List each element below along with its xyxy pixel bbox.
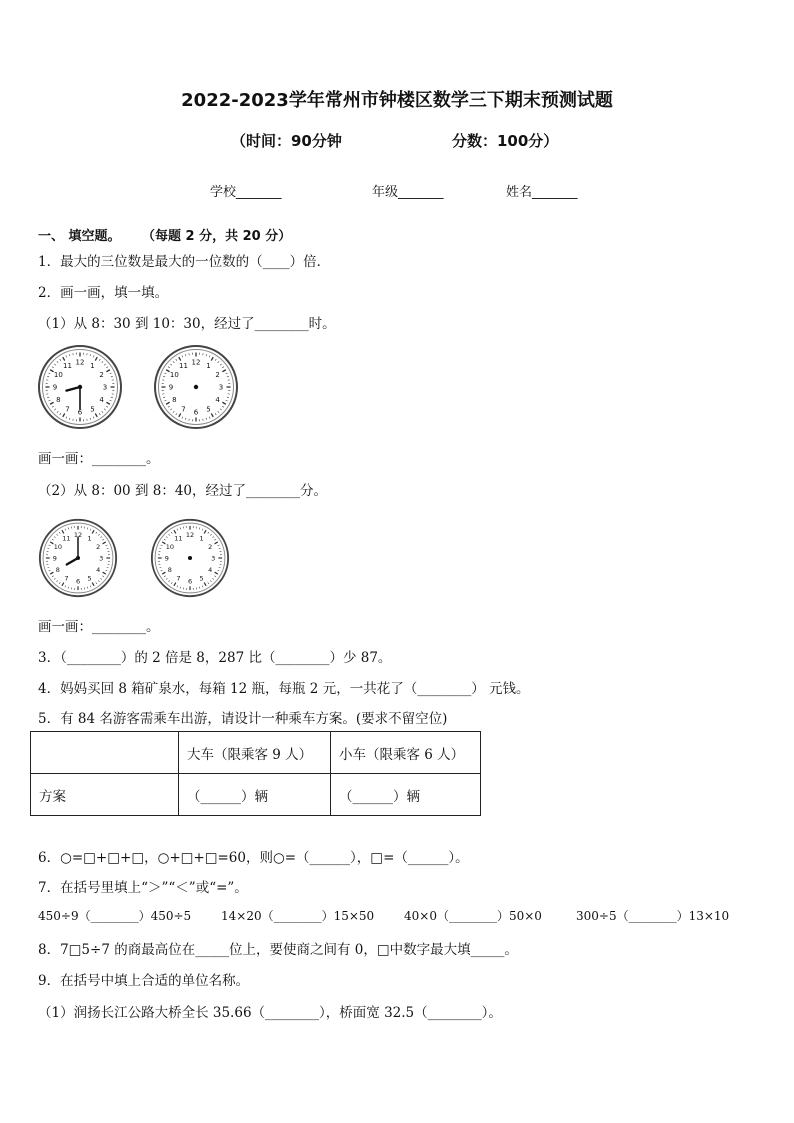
table-cell: 大车（限乘客 9 人） xyxy=(179,732,331,774)
clock-number: 9 xyxy=(164,554,169,563)
question-3: 3．（________）的 2 倍是 8，287 比（________）少 87。 xyxy=(38,650,392,666)
table-cell xyxy=(31,732,179,774)
clock-number: 2 xyxy=(215,371,220,380)
grade-field: 年级_______ xyxy=(372,185,444,200)
clock-number: 9 xyxy=(52,383,58,392)
clock-center xyxy=(194,385,198,389)
question-2-2: （2）从 8：00 到 8：40，经过了________分。 xyxy=(38,483,327,499)
clock-number: 1 xyxy=(90,361,95,370)
clock-number: 3 xyxy=(99,554,104,563)
question-2-1: （1）从 8：30 到 10：30，经过了________时。 xyxy=(38,316,336,332)
clock-number: 6 xyxy=(187,577,193,586)
clock-blank-2 xyxy=(150,518,230,598)
clock-number: 3 xyxy=(102,383,108,392)
clock-number: 10 xyxy=(53,542,63,551)
clock-number: 11 xyxy=(179,361,188,370)
compare-item: 14×20（________）15×50 xyxy=(221,909,375,923)
clock-blank-1 xyxy=(153,344,239,430)
question-6: 6．○=□+□+□，○+□+□=60，则○=（______），□=（______）。 xyxy=(38,850,469,866)
compare-item: 450÷9（________）450÷5 xyxy=(38,909,192,923)
clock-number: 5 xyxy=(90,405,95,414)
table-cell: （______）辆 xyxy=(179,774,331,816)
clock-number: 7 xyxy=(181,405,186,414)
question-2: 2．画一画，填一填。 xyxy=(38,285,169,301)
clock-number: 8 xyxy=(56,396,61,405)
clock-number: 7 xyxy=(65,405,70,414)
compare-item: 40×0（________）50×0 xyxy=(404,909,542,923)
clock-number: 5 xyxy=(87,574,92,583)
clock-number: 2 xyxy=(96,542,101,551)
page-title: 2022-2023学年常州市钟楼区数学三下期末预测试题 xyxy=(181,90,613,111)
compare-item: 300÷5（________）13×10 xyxy=(576,909,730,923)
clock-number: 6 xyxy=(193,408,199,417)
clock-center xyxy=(78,385,82,389)
clock-number: 12 xyxy=(191,358,201,367)
clock-number: 4 xyxy=(215,396,220,405)
clock-number: 12 xyxy=(73,531,83,540)
clock-number: 2 xyxy=(208,542,213,551)
clock-center xyxy=(76,556,80,560)
clock-center xyxy=(188,556,192,560)
clock-number: 4 xyxy=(208,566,213,575)
clock-number: 9 xyxy=(52,554,57,563)
clock-number: 5 xyxy=(199,574,204,583)
clock-830 xyxy=(37,344,123,430)
clock-number: 9 xyxy=(168,383,174,392)
clock-number: 1 xyxy=(199,534,204,543)
draw-answer-2: 画一画：________。 xyxy=(38,619,160,635)
clock-number: 1 xyxy=(87,534,92,543)
clock-number: 3 xyxy=(218,383,224,392)
clock-number: 10 xyxy=(169,371,179,380)
section-heading: 一、 填空题。 xyxy=(38,229,121,244)
table-row xyxy=(31,774,481,816)
draw-answer-1: 画一画：________。 xyxy=(38,451,160,467)
clock-number: 8 xyxy=(167,566,172,575)
name-field: 姓名_______ xyxy=(506,185,578,200)
question-9: 9．在括号中填上合适的单位名称。 xyxy=(38,973,250,989)
clock-number: 11 xyxy=(174,534,183,543)
exam-time: （时间：90分钟 xyxy=(231,132,342,150)
question-8: 8．7□5÷7 的商最高位在_____位上，要使商之间有 0，□中数字最大填_____。 xyxy=(38,942,518,958)
clock-number: 10 xyxy=(53,371,63,380)
clock-number: 11 xyxy=(63,361,72,370)
table-cell: 小车（限乘客 6 人） xyxy=(331,732,481,774)
clock-number: 1 xyxy=(206,361,211,370)
clock-number: 10 xyxy=(165,542,175,551)
bus-plan-table xyxy=(30,731,481,816)
question-9-1: （1）润扬长江公路大桥全长 35.66（________），桥面宽 32.5（________）。 xyxy=(38,1005,502,1021)
clock-number: 8 xyxy=(172,396,177,405)
school-field: 学校_______ xyxy=(210,185,282,200)
clock-number: 12 xyxy=(75,358,85,367)
clock-number: 11 xyxy=(62,534,71,543)
exam-score: 分数：100分） xyxy=(452,132,559,150)
clock-number: 4 xyxy=(96,566,101,575)
clock-number: 4 xyxy=(99,396,104,405)
clock-number: 7 xyxy=(64,574,69,583)
clock-800 xyxy=(38,518,118,598)
question-7: 7．在括号里填上“＞”“＜”或“=”。 xyxy=(38,880,248,896)
clock-number: 7 xyxy=(176,574,181,583)
clock-number: 6 xyxy=(75,577,81,586)
table-cell: （______）辆 xyxy=(331,774,481,816)
question-1: 1．最大的三位数是最大的一位数的（____）倍． xyxy=(38,254,331,270)
clock-number: 8 xyxy=(55,566,60,575)
question-5: 5．有 84 名游客需乘车出游，请设计一种乘车方案。(要求不留空位) xyxy=(38,711,448,727)
clock-number: 12 xyxy=(185,531,195,540)
clock-number: 6 xyxy=(77,408,83,417)
section-note: （每题 2 分，共 20 分） xyxy=(142,229,292,244)
clock-number: 3 xyxy=(211,554,216,563)
question-4: 4．妈妈买回 8 箱矿泉水，每箱 12 瓶，每瓶 2 元，一共花了（________） 元钱。 xyxy=(38,681,530,697)
clock-number: 5 xyxy=(206,405,211,414)
table-cell: 方案 xyxy=(31,774,179,816)
table-row xyxy=(31,732,481,774)
clock-number: 2 xyxy=(99,371,104,380)
